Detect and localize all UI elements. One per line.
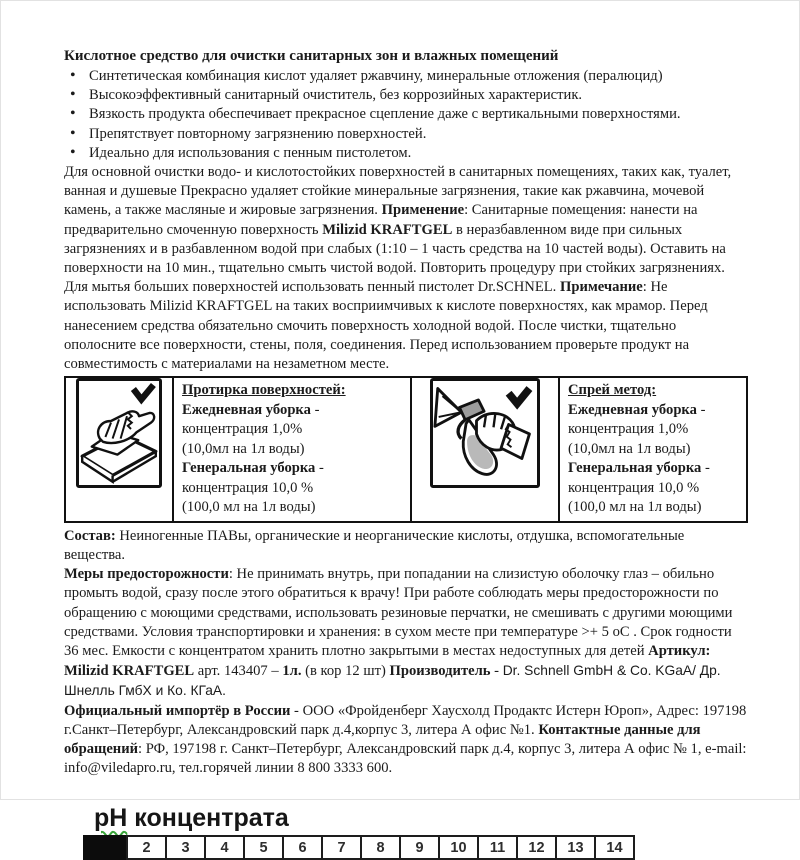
text-run: Применение bbox=[381, 202, 465, 219]
text-run: Производитель bbox=[389, 663, 491, 680]
ph-cell: 3 bbox=[165, 835, 206, 860]
spray-instructions bbox=[560, 378, 746, 521]
text-run: концентрация 10,0 % bbox=[568, 479, 700, 496]
spray-pictogram-cell bbox=[411, 377, 559, 522]
ph-cell: 13 bbox=[555, 835, 596, 860]
wipe-pictogram-frame bbox=[76, 378, 162, 488]
ph-scale bbox=[83, 835, 748, 860]
wipe-surface-icon bbox=[79, 381, 159, 485]
text-run: - bbox=[490, 663, 503, 680]
ph-label: pH bbox=[94, 804, 128, 833]
text-run: Спрей метод: bbox=[568, 382, 657, 399]
text-run: 1л. bbox=[282, 663, 302, 680]
spray-pictogram-frame bbox=[430, 378, 540, 488]
usage-table bbox=[64, 376, 748, 523]
text-run: концентрация 10,0 % bbox=[182, 479, 314, 496]
feature-item: • Высокоэффективный санитарный очиститель, без коррозийных характеристик. bbox=[64, 86, 748, 105]
ph-cell: 6 bbox=[282, 835, 323, 860]
text-run: Генеральная уборка bbox=[182, 460, 316, 477]
text-run: - ООО «Фройденберг Хаусхолд Продактс Истерн Юроп», Адрес: 197198 г.Санкт–Петербург, Александровский парк д.4,корпус 3, литера А офис №1. bbox=[64, 702, 747, 738]
ph-heading bbox=[94, 805, 748, 831]
text-run: - bbox=[310, 401, 320, 418]
text-run: : Не принимать внутрь, при попадании на слизистую оболочку глаз – обильно промыть водой, сразу после этого обратиться к врачу! При работе соблюдать меры предосторожности по обращению с моющими средствами, использовать резиновые перчатки, не смешивать с другими моющими средствами. Условия транспортировки и хранения: в сухом месте при температуре >+ 5 оС . Срок годности 36 мес. Емкости с концентратом хранить плотно закрытыми в местах недоступных для детей bbox=[64, 566, 733, 659]
feature-item: • Препятствует повторному загрязнению поверхностей. bbox=[64, 125, 748, 144]
spray-bottle-icon bbox=[433, 381, 537, 485]
text-run: Состав: bbox=[64, 527, 116, 544]
text-run: Официальный импортёр в России bbox=[64, 702, 291, 719]
text-run: : РФ, 197198 г. Санкт–Петербург, Александровский парк д.4, корпус 3, литера А офис № 1, e-mail: info@viledapro.ru, тел.горячей линии 8 800 3333 600. bbox=[64, 740, 747, 777]
spray-instructions-cell bbox=[559, 377, 747, 522]
description-paragraph bbox=[64, 163, 748, 374]
document-title: Кислотное средство для очистки санитарных зон и влажных помещений bbox=[64, 48, 559, 64]
ph-cell: 4 bbox=[204, 835, 245, 860]
ph-cell: 2 bbox=[126, 835, 167, 860]
text-run: Генеральная уборка bbox=[568, 460, 702, 477]
feature-item: • Вязкость продукта обеспечивает прекрасное сцепление даже с вертикальными поверхностями. bbox=[64, 105, 748, 124]
wipe-instructions-cell bbox=[173, 377, 411, 522]
feature-list bbox=[64, 67, 748, 163]
ph-cell: 7 bbox=[321, 835, 362, 860]
text-run: (10,0мл на 1л воды) bbox=[182, 440, 305, 457]
text-run: - bbox=[696, 401, 706, 418]
wipe-pictogram-cell bbox=[65, 377, 173, 522]
text-run: Milizid KRAFTGEL bbox=[322, 221, 453, 238]
ph-cell: 10 bbox=[438, 835, 479, 860]
ph-cell: 8 bbox=[360, 835, 401, 860]
text-run: Примечание bbox=[559, 279, 643, 296]
text-run: Dr. Schnell GmbH & Co. KGaA/ Др. Шнелль ГмбХ и Ко. КГаА. bbox=[64, 663, 721, 699]
ph-cell: 5 bbox=[243, 835, 284, 860]
text-run: (в кор 12 шт) bbox=[301, 663, 390, 680]
ph-cell: 12 bbox=[516, 835, 557, 860]
text-run: Неиногенные ПАВы, органические и неорганические кислоты, отдушка, вспомогательные вещества. bbox=[64, 527, 685, 563]
wipe-instructions bbox=[174, 378, 410, 521]
text-run: : Санитарные помещения: нанести на предварительно смоченную поверхность bbox=[64, 202, 698, 238]
details-paragraph bbox=[64, 527, 748, 779]
usage-table-row bbox=[65, 377, 747, 522]
ph-heading-rest: концентрата bbox=[127, 804, 289, 833]
text-run: концентрация 1,0% bbox=[182, 421, 303, 438]
text-run: (10,0мл на 1л воды) bbox=[568, 440, 691, 457]
text-run: Артикул: Milizid KRAFTGEL bbox=[64, 642, 711, 680]
document-content bbox=[64, 47, 748, 860]
ph-cell-concentrate bbox=[83, 835, 128, 860]
text-run: Контактные данные для обращений bbox=[64, 721, 701, 757]
check-icon bbox=[133, 385, 153, 399]
ph-cell: 11 bbox=[477, 835, 518, 860]
check-icon bbox=[509, 389, 530, 404]
feature-item: • Синтетическая комбинация кислот удаляет ржавчину, минеральные отложения (пералюцид) bbox=[64, 67, 748, 86]
text-run: (100,0 мл на 1л воды) bbox=[182, 499, 316, 516]
ph-cell: 9 bbox=[399, 835, 440, 860]
text-run: Ежедневная уборка bbox=[182, 401, 311, 418]
text-run: - bbox=[701, 460, 710, 477]
text-run: - bbox=[315, 460, 324, 477]
text-run: Меры предосторожности bbox=[64, 566, 229, 583]
ph-cell: 14 bbox=[594, 835, 635, 860]
text-run: Для основной очистки водо- и кислотостойких поверхностей в санитарных помещениях, таких как, туалет, ванная и душевые Прекрасно удаляет стойкие минеральные загрязнения, такие как ржавчина, мочевой камень, а также масляные и жировые загрязнения. bbox=[64, 164, 732, 219]
text-run: Протирка поверхностей: bbox=[182, 382, 346, 399]
text-run: (100,0 мл на 1л воды) bbox=[568, 499, 702, 516]
feature-item: • Идеально для использования с пенным пистолетом. bbox=[64, 144, 748, 163]
text-run: арт. 143407 – bbox=[194, 663, 283, 680]
text-run: концентрация 1,0% bbox=[568, 421, 689, 438]
text-run: в неразбавленном виде при сильных загрязнениях и в разбавленном водой при слабых (1:10 – 1 часть средства на 10 частей воды). Оставить на поверхности на 10 мин., тщательно смыть чистой водой. Повторить процедуру при стойких загрязнениях. Для мытья больших поверхностей использовать пенный пистолет Dr.SCHNEL. bbox=[64, 221, 726, 296]
text-run: Ежедневная уборка bbox=[568, 401, 697, 418]
text-run: : Не использовать Milizid KRAFTGEL на таких восприимчивых к кислоте поверхностях, как мрамор. Перед нанесением средства обязательно смочить поверхность холодной водой. После чистки, тщательно ополосните все поверхности, стены, поля, соединения. Перед использованием проверьте продукт на совместимость с материалами на незаметном месте. bbox=[64, 279, 708, 373]
